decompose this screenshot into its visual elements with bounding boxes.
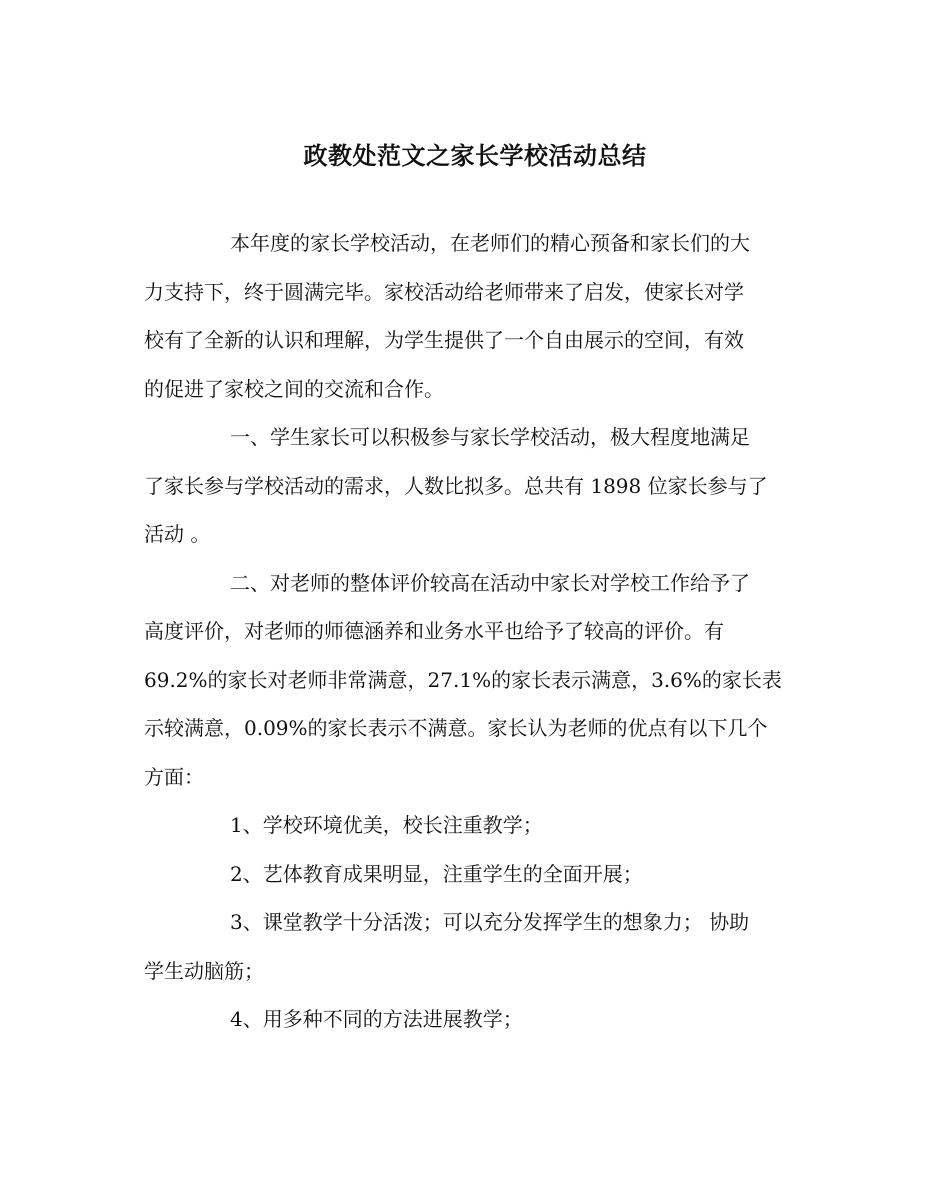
paragraph-line: 了家长参与学校活动的需求，人数比拟多。总共有 1898 位家长参与了	[144, 473, 768, 498]
paragraph-line: 高度评价，对老师的师德涵养和业务水平也给予了较高的评价。有	[144, 619, 724, 643]
paragraph-line: 示较满意，0.09%的家长表示不满意。家长认为老师的优点有以下几个	[144, 716, 768, 740]
list-item-continuation: 学生动脑筋；	[144, 958, 264, 983]
paragraph-line: 力支持下，终于圆满完毕。家校活动给老师带来了启发，使家长对学	[144, 279, 744, 304]
paragraph-line: 校有了全新的认识和理解，为学生提供了一个自由展示的空间，有效	[144, 328, 744, 352]
list-item: 4、用多种不同的方法进展教学；	[230, 1007, 523, 1031]
paragraph-line: 的促进了家校之间的交流和合作。	[144, 376, 444, 401]
paragraph-line: 活动 。	[144, 522, 211, 546]
paragraph-line: 69.2%的家长对老师非常满意，27.1%的家长表示满意，3.6%的家长表	[144, 667, 782, 692]
paragraph-line: 一、学生家长可以积极参与家长学校活动，极大程度地满足	[230, 425, 750, 449]
paragraph-line: 方面：	[144, 764, 204, 789]
document-title: 政教处范文之家长学校活动总结	[303, 141, 647, 170]
list-item: 1、学校环境优美，校长注重教学；	[230, 813, 543, 837]
document-body	[144, 219, 808, 1044]
paragraph-line: 二、对老师的整体评价较高在活动中家长对学校工作给予了	[230, 570, 750, 595]
list-item: 3、课堂教学十分活泼；可以充分发挥学生的想象力； 协助	[230, 910, 750, 934]
list-item: 2、艺体教育成果明显，注重学生的全面开展；	[230, 861, 643, 886]
paragraph-line: 本年度的家长学校活动，在老师们的精心预备和家长们的大	[230, 231, 750, 255]
